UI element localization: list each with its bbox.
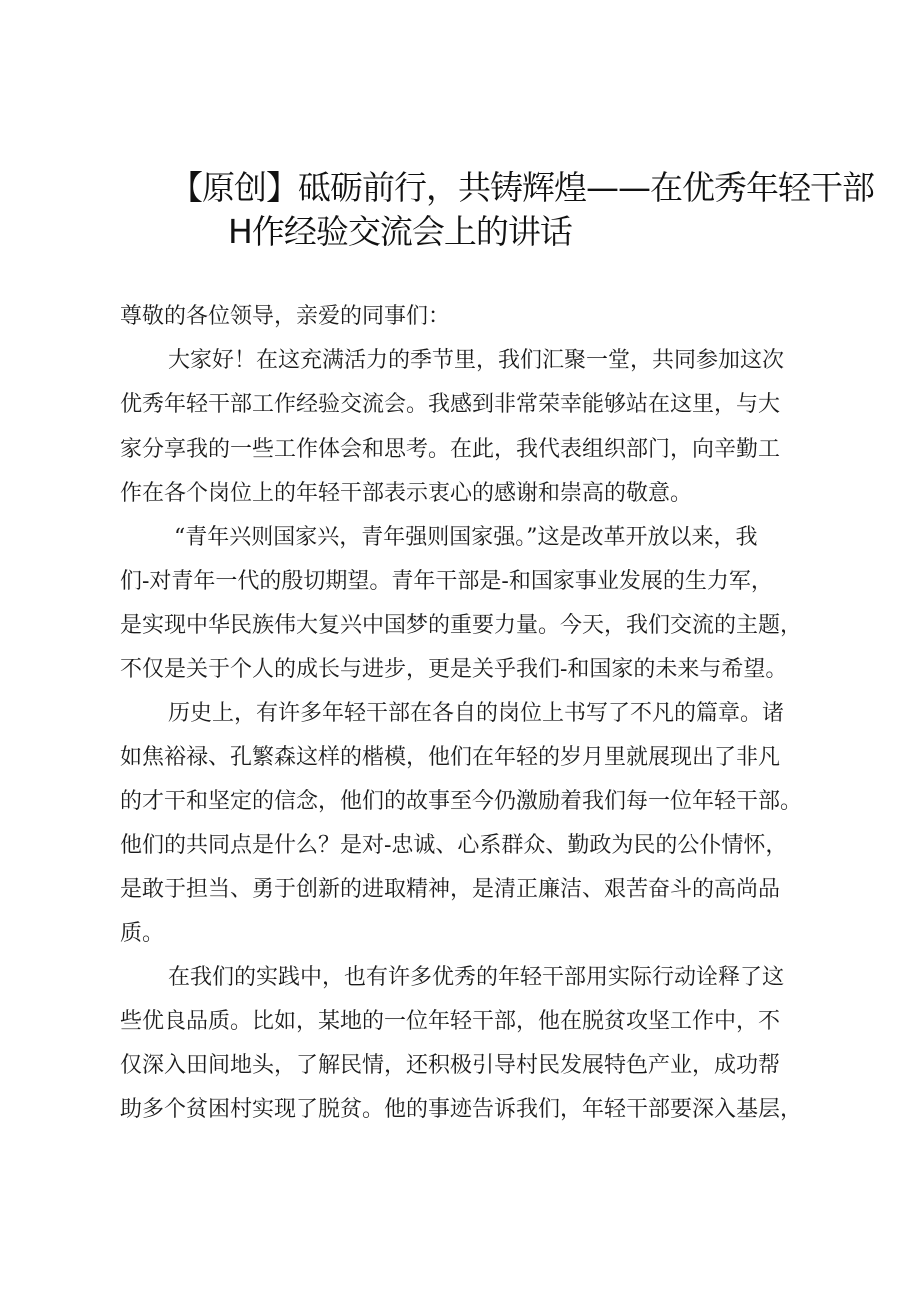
text-line: 历史上，有许多年轻干部在各自的岗位上书写了不凡的篇章。诸: [168, 701, 785, 726]
text-line: 他们的共同点是什么？是对-忠诚、心系群众、勤政为民的公仆情怀，: [120, 833, 788, 858]
text-line: 质。: [120, 921, 165, 946]
title-line-1: 【原创】砥砺前行，共铸辉煌——在优秀年轻干部: [170, 168, 874, 207]
text-line: 仅深入田间地头，了解民情，还积极引导村民发展特色产业，成功帮: [120, 1053, 781, 1078]
text-line: 家分享我的一些工作体会和思考。在此，我代表组织部门，向辛勤工: [120, 437, 781, 462]
text-line: 助多个贫困村实现了脱贫。他的事迹告诉我们，年轻干部要深入基层，: [120, 1097, 803, 1122]
text-line: 不仅是关于个人的成长与进步，更是关乎我们-和国家的未来与希望。: [120, 657, 788, 682]
document-title: [170, 166, 874, 254]
text-line: 是敢于担当、勇于创新的进取精神，是清正廉洁、艰苦奋斗的高尚品: [120, 877, 781, 902]
text-line: 作在各个岗位上的年轻干部表示衷心的感谢和崇高的敬意。: [120, 481, 693, 506]
text-line: 些优良品质。比如，某地的一位年轻干部，他在脱贫攻坚工作中，不: [120, 1009, 781, 1034]
text-line: “青年兴则国家兴，青年强则国家强。”这是改革开放以来，我: [174, 525, 758, 550]
text-line: 在我们的实践中，也有许多优秀的年轻干部用实际行动诠释了这: [168, 965, 785, 990]
text-line: 们-对青年一代的殷切期望。青年干部是-和国家事业发展的生力军，: [120, 569, 773, 594]
text-line: 尊敬的各位领导，亲爱的同事们：: [120, 304, 451, 329]
text-line: 的才干和坚定的信念，他们的故事至今仍激励着我们每一位年轻干部。: [120, 789, 803, 814]
text-line: 是实现中华民族伟大复兴中国梦的重要力量。今天，我们交流的主题，: [120, 613, 803, 638]
text-line: 大家好！在这充满活力的季节里，我们汇聚一堂，共同参加这次: [168, 348, 785, 373]
text-line: 优秀年轻干部工作经验交流会。我感到非常荣幸能够站在这里，与大: [120, 392, 781, 417]
title-line-2: H作经验交流会上的讲话: [228, 212, 572, 251]
text-line: 如焦裕禄、孔繁森这样的楷模，他们在年轻的岁月里就展现出了非凡: [120, 745, 781, 770]
